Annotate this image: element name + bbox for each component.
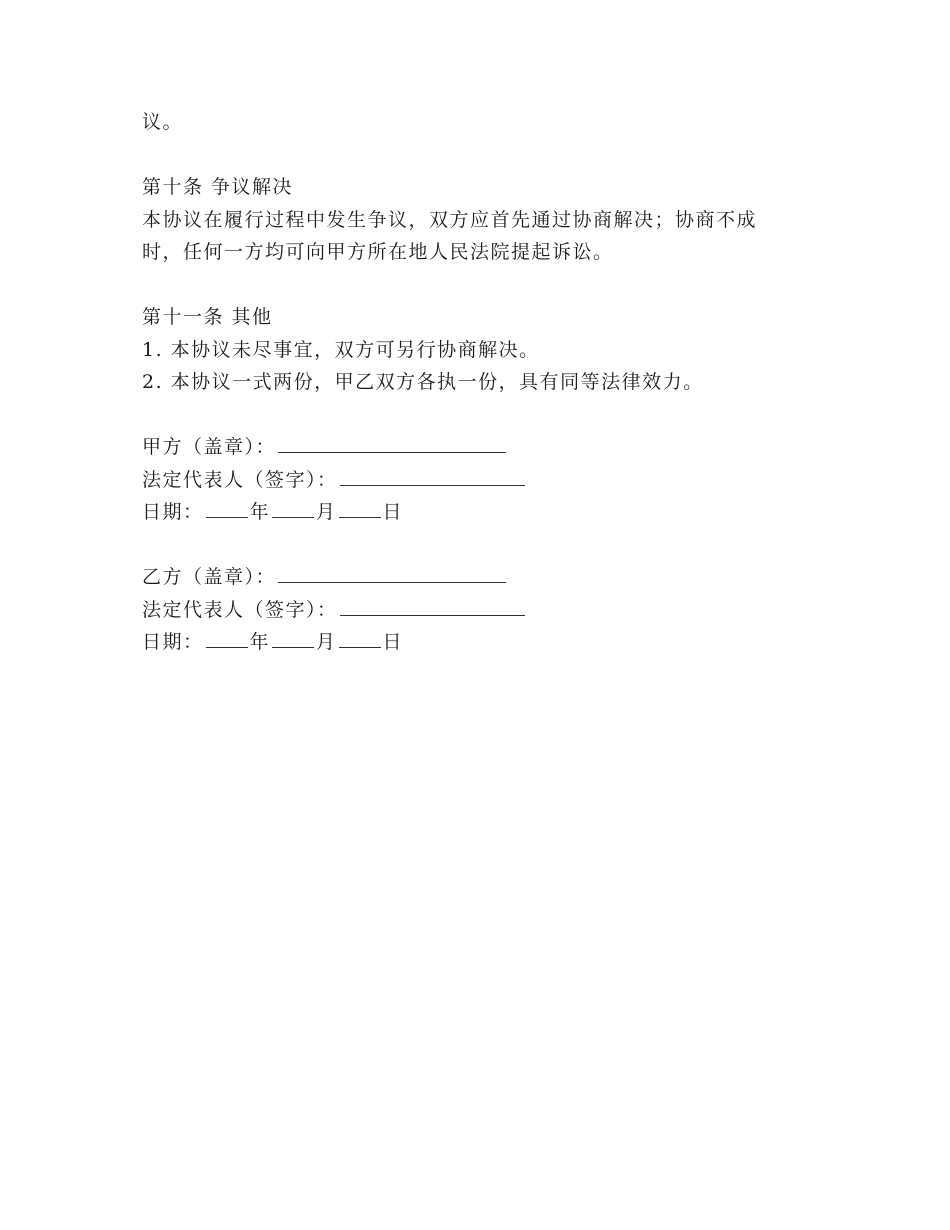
party-b-date-row [142, 626, 812, 659]
spacer [142, 269, 812, 302]
party-b-rep-blank[interactable] [340, 595, 525, 616]
party-b-seal-blank[interactable] [278, 562, 506, 583]
party-a-month-label: 月 [316, 501, 337, 523]
party-a-date-label: 日期： [142, 501, 204, 523]
continuation-text: 议。 [142, 111, 184, 133]
article11-heading: 第十一条 其他 [142, 306, 273, 328]
spacer [142, 399, 812, 432]
party-b-year-blank[interactable] [206, 627, 248, 648]
party-b-date-label: 日期： [142, 631, 204, 653]
article11-item-2: 2. 本协议一式两份，甲乙双方各执一份，具有同等法律效力。 [142, 371, 704, 393]
party-a-day-blank[interactable] [339, 497, 381, 518]
party-a-month-blank[interactable] [272, 497, 314, 518]
article10-line-1: 本协议在履行过程中发生争议，双方应首先通过协商解决；协商不成 [142, 208, 758, 231]
party-b-seal-label: 乙方（盖章）： [142, 566, 277, 588]
party-b-month-label: 月 [316, 631, 337, 653]
party-a-rep-blank[interactable] [340, 465, 525, 486]
article10-line-2: 时，任何一方均可向甲方所在地人民法院提起诉讼。 [142, 241, 614, 263]
party-b-rep-row [142, 594, 812, 627]
party-b-day-label: 日 [382, 631, 404, 653]
party-b-day-blank[interactable] [339, 627, 381, 648]
article10-heading: 第十条 争议解决 [142, 176, 294, 198]
party-b-year-label: 年 [249, 631, 271, 653]
party-a-seal-label: 甲方（盖章）： [142, 436, 277, 458]
spacer [142, 139, 812, 172]
party-a-year-blank[interactable] [206, 497, 248, 518]
spacer [142, 529, 812, 562]
party-a-rep-label: 法定代表人（签字）： [142, 468, 338, 491]
party-a-date-row [142, 496, 812, 529]
party-b-rep-label: 法定代表人（签字）： [142, 598, 338, 621]
party-a-rep-row [142, 464, 812, 497]
party-a-seal-row [142, 431, 812, 464]
party-b-month-blank[interactable] [272, 627, 314, 648]
party-a-year-label: 年 [249, 501, 271, 523]
party-a-seal-blank[interactable] [278, 432, 506, 453]
document-body [142, 106, 812, 659]
party-b-seal-row [142, 561, 812, 594]
party-a-day-label: 日 [382, 501, 404, 523]
article11-item-1: 1. 本协议未尽事宜，双方可另行协商解决。 [142, 338, 540, 361]
